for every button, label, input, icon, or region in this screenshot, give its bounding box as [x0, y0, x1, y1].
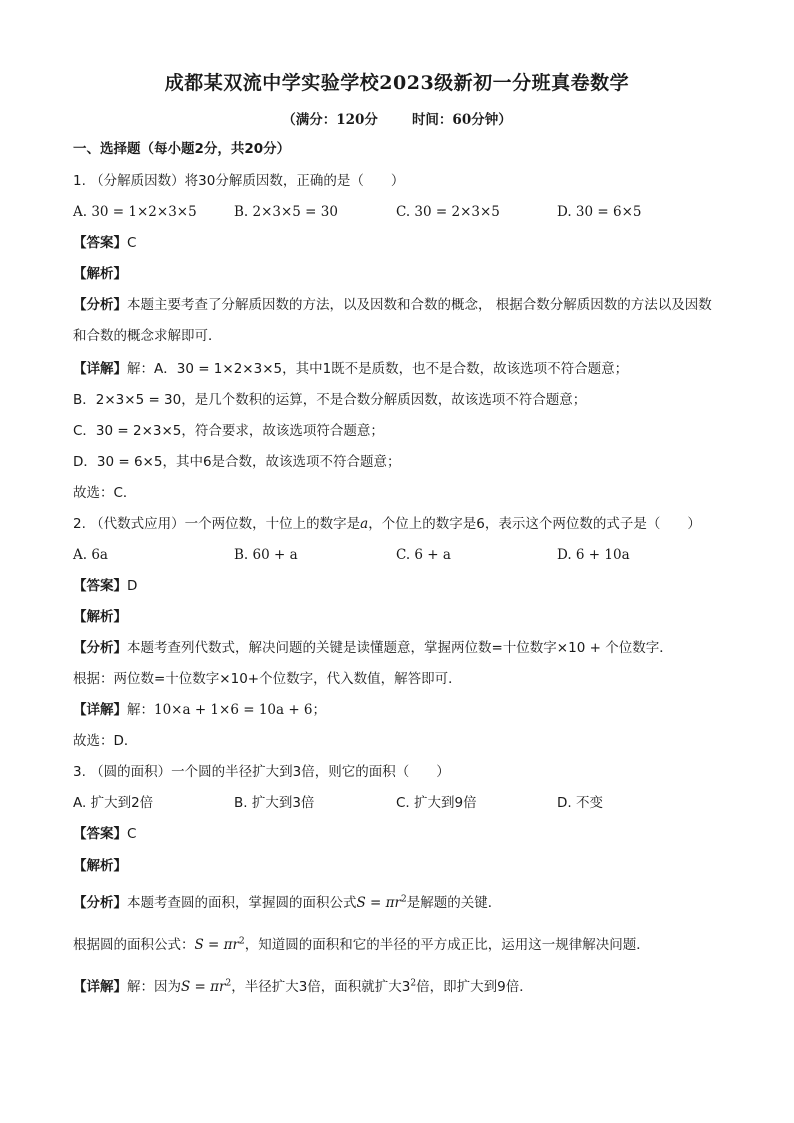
detail-tag: 【详解】	[73, 979, 127, 995]
q3-option-c: C. 扩大到9倍	[396, 795, 477, 811]
q3-option-b: B. 扩大到3倍	[234, 795, 315, 811]
score-info: （满分：120分	[282, 112, 378, 128]
q3-option-a: A. 扩大到2倍	[73, 795, 154, 811]
q3-basis-exponent: 2	[238, 936, 245, 947]
analysis-tag: 【分析】	[73, 297, 127, 313]
q1-analysis-text: 本题主要考查了分解质因数的方法，以及因数和合数的概念， 根据合数分解质因数的方法以及因数和合数的概念求解即可．	[73, 297, 712, 344]
q1-detail-d: D．30 = 6×5，其中6是合数，故该选项不符合题意；	[73, 454, 401, 470]
q1-option-d: D. 30 = 6×5	[557, 204, 642, 220]
q3-detail-exponent: 2	[225, 978, 232, 989]
q2-stem-variable: a	[360, 516, 369, 532]
q3-answer	[73, 824, 136, 844]
q1-option-c: C. 30 = 2×3×5	[396, 204, 500, 220]
q1-jiexi-tag: 【解析】	[73, 266, 127, 282]
q1-analysis	[73, 290, 725, 352]
answer-tag: 【答案】	[73, 235, 127, 251]
q1-answer	[73, 233, 136, 253]
q3-analysis	[73, 893, 501, 913]
section-heading: 一、选择题（每小题2分，共20分）	[73, 141, 291, 157]
q2-analysis-text: 本题考查列代数式，解决问题的关键是读懂题意，掌握两位数=十位数字×10 + 个位数字．	[127, 640, 673, 656]
q3-analysis-post: 是解题的关键．	[406, 895, 502, 911]
time-info: 时间：60分钟）	[411, 112, 512, 128]
q1-option-b: B. 2×3×5 = 30	[234, 204, 338, 220]
analysis-tag: 【分析】	[73, 640, 127, 656]
q3-basis-pre: 根据圆的面积公式：	[73, 937, 195, 953]
q2-conclusion: 故选：D．	[73, 733, 138, 749]
q3-detail	[73, 977, 533, 997]
q2-stem-pre: 2. （代数式应用）一个两位数，十位上的数字是	[73, 516, 361, 532]
q2-jiexi-tag: 【解析】	[73, 609, 127, 625]
q2-answer	[73, 576, 137, 596]
q3-detail-exponent-2: 2	[410, 978, 417, 989]
q1-answer-value: C	[127, 235, 137, 251]
q1-detail-b: B．2×3×5 = 30，是几个数积的运算，不是合数分解质因数，故该选项不符合题意；	[73, 392, 587, 408]
page-title: 成都某双流中学实验学校2023级新初一分班真卷数学	[164, 72, 630, 94]
q3-answer-value: C	[127, 826, 137, 842]
q1-detail-a	[73, 359, 628, 379]
detail-tag: 【详解】	[73, 361, 127, 377]
q1-detail-a-text: 解：A．30 = 1×2×3×5，其中1既不是质数，也不是合数，故该选项不符合题意；	[127, 361, 629, 377]
q2-option-b: B. 60 + a	[234, 547, 298, 563]
q3-formula: S = πr	[356, 895, 401, 911]
q3-jiexi-tag: 【解析】	[73, 858, 127, 874]
q2-option-d: D. 6 + 10a	[557, 547, 630, 563]
answer-tag: 【答案】	[73, 826, 127, 842]
q2-option-a: A. 6a	[73, 547, 108, 563]
analysis-tag: 【分析】	[73, 895, 127, 911]
q2-option-c: C. 6 + a	[396, 547, 451, 563]
exam-info	[0, 108, 794, 128]
q2-detail-text: 解：10×a + 1×6 = 10a + 6；	[127, 702, 327, 718]
q3-basis-formula: S = πr	[194, 937, 239, 953]
q2-detail	[73, 700, 326, 720]
q3-basis-post: ，知道圆的面积和它的半径的平方成正比，运用这一规律解决问题．	[244, 937, 650, 953]
q3-detail-post: 倍，即扩大到9倍．	[416, 979, 533, 995]
q3-option-d: D. 不变	[557, 795, 603, 811]
q2-stem	[73, 514, 701, 534]
q2-analysis	[73, 638, 673, 658]
q2-stem-post: ，个位上的数字是6，表示这个两位数的式子是（ ）	[368, 516, 701, 532]
q3-detail-formula: S = πr	[181, 979, 226, 995]
answer-tag: 【答案】	[73, 578, 127, 594]
q3-stem: 3. （圆的面积）一个圆的半径扩大到3倍，则它的面积（ ）	[73, 764, 450, 780]
q3-basis	[73, 935, 650, 955]
q3-formula-exponent: 2	[400, 894, 407, 905]
q1-option-a: A. 30 = 1×2×3×5	[73, 204, 197, 220]
q1-stem: 1. （分解质因数）将30分解质因数，正确的是（ ）	[73, 173, 405, 189]
q2-basis: 根据：两位数=十位数字×10+个位数字，代入数值，解答即可．	[73, 671, 462, 687]
q1-detail-c: C．30 = 2×3×5，符合要求，故该选项符合题意；	[73, 423, 384, 439]
q2-answer-value: D	[127, 578, 138, 594]
q3-detail-pre: 解：因为	[127, 979, 181, 995]
q3-detail-mid: ，半径扩大3倍，面积就扩大3	[231, 979, 411, 995]
q3-analysis-text: 本题考查圆的面积，掌握圆的面积公式	[127, 895, 357, 911]
q1-conclusion: 故选：C．	[73, 485, 137, 501]
detail-tag: 【详解】	[73, 702, 127, 718]
